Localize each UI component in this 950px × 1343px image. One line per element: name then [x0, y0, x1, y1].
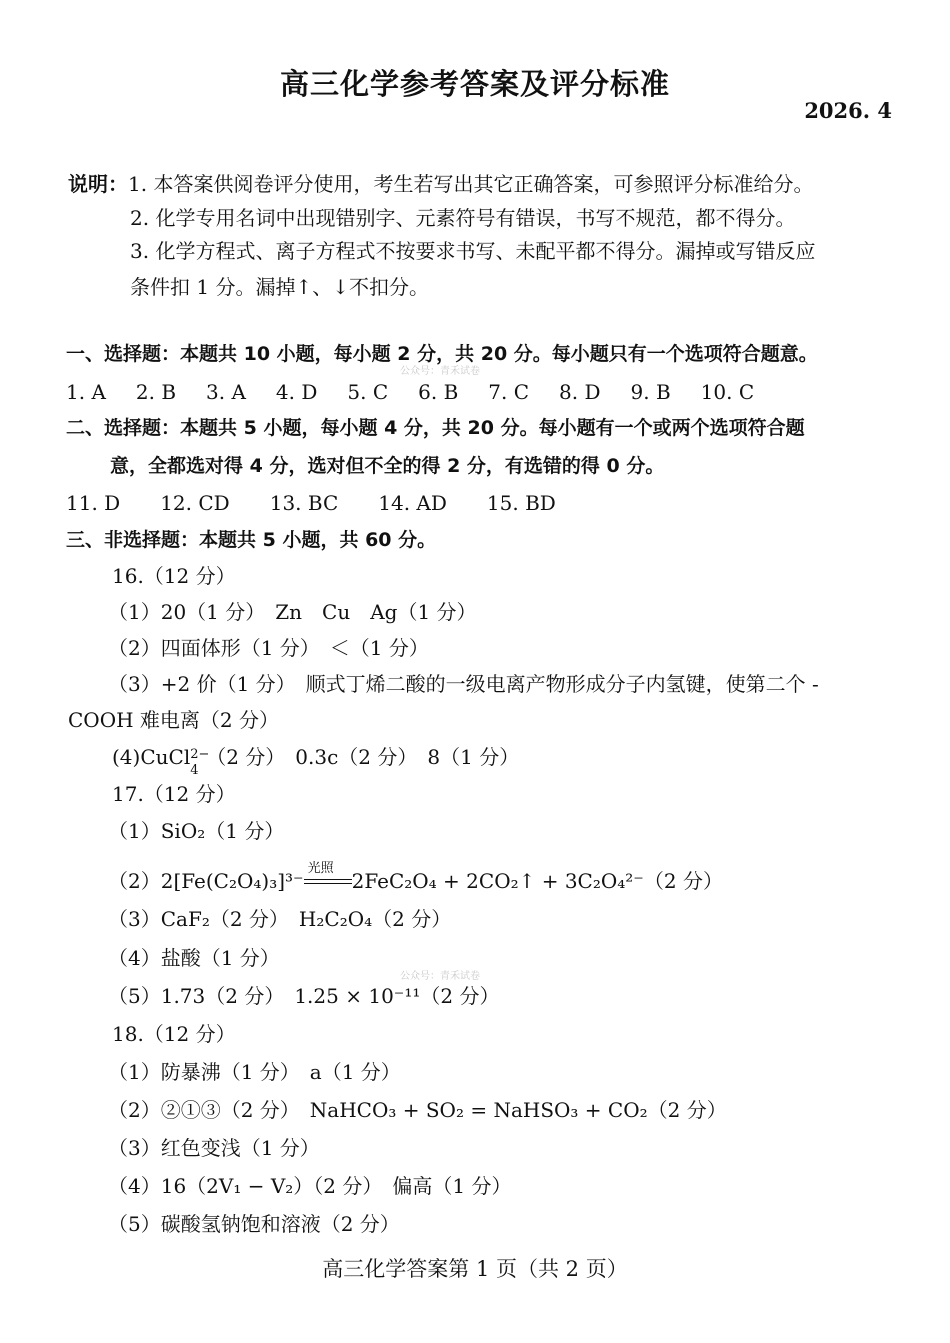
answer-item: 14. AD: [378, 491, 447, 515]
answer-item: 3. A: [206, 380, 246, 404]
note-2: 2. 化学专用名词中出现错别字、元素符号有错误，书写不规范，都不得分。: [130, 206, 796, 230]
q16-head: 16.（12 分）: [112, 564, 236, 588]
answer-item: 11. D: [66, 491, 121, 515]
answer-item: 10. C: [700, 380, 755, 404]
answer-item: 8. D: [559, 380, 601, 404]
q18-part2: （2）②①③（2 分） NaHCO₃ + SO₂ = NaHSO₃ + CO₂（2 分）: [108, 1098, 727, 1122]
q18-part1: （1）防暴沸（1 分） a（1 分）: [108, 1060, 401, 1084]
answer-item: 9. B: [630, 380, 671, 404]
section2-answers: [66, 489, 596, 517]
q17-reactant: （2）2[Fe(C₂O₄)₃]³⁻: [108, 869, 304, 893]
section2-heading-b: 意，全都选对得 4 分，选对但不全的得 2 分，有选错的得 0 分。: [110, 455, 665, 477]
answer-item: 4. D: [275, 380, 318, 404]
answer-item: 1. A: [66, 380, 106, 404]
page-footer: 高三化学答案第 1 页（共 2 页）: [322, 1257, 628, 1281]
q16-part4-rest: （2 分） 0.3c（2 分） 8（1 分）: [206, 745, 520, 769]
note-1-text: 1. 本答案供阅卷评分使用，考生若写出其它正确答案，可参照评分标准给分。: [128, 172, 814, 196]
note-3b: 条件扣 1 分。漏掉↑、↓不扣分。: [130, 275, 429, 299]
q18-part4: （4）16（2V₁ − V₂）（2 分） 偏高（1 分）: [108, 1174, 512, 1198]
q18-head: 18.（12 分）: [112, 1022, 236, 1046]
note-3a: 3. 化学方程式、离子方程式不按要求书写、未配平都不得分。漏掉或写错反应: [130, 239, 816, 263]
section1-heading: 一、选择题：本题共 10 小题，每小题 2 分，共 20 分。每小题只有一个选项符合题意。: [66, 343, 818, 365]
q16-part1: （1）20（1 分） Zn Cu Ag（1 分）: [108, 600, 477, 624]
answer-item: 6. B: [418, 380, 459, 404]
q16-part4: [112, 743, 520, 778]
q16-part2: （2）四面体形（1 分） ＜（1 分）: [108, 636, 429, 660]
q18-part3: （3）红色变浅（1 分）: [108, 1136, 320, 1160]
q16-part3a: （3）+2 价（1 分） 顺式丁烯二酸的一级电离产物形成分子内氢键，使第二个 -: [108, 672, 819, 696]
q17-part2: [108, 860, 723, 895]
answer-item: 2. B: [135, 380, 177, 404]
notes-label: 说明：: [68, 172, 128, 196]
reaction-condition: 光照: [307, 860, 334, 876]
count-subscript: 4: [190, 762, 199, 778]
watermark: 公众号：青禾试卷: [400, 971, 480, 982]
q17-head: 17.（12 分）: [112, 782, 236, 806]
answer-item: 15. BD: [486, 491, 556, 515]
charge-superscript: 2−: [190, 746, 210, 762]
section2-heading-a: 二、选择题：本题共 5 小题，每小题 4 分，共 20 分。每小题有一个或两个选项符合题: [66, 417, 805, 439]
exam-date: 2026. 4: [804, 98, 892, 123]
q17-part4: （4）盐酸（1 分）: [108, 946, 280, 970]
q17-part3: （3）CaF₂（2 分） H₂C₂O₄（2 分）: [108, 907, 452, 931]
watermark: 公众号：青禾试卷: [400, 366, 480, 377]
q17-part1: （1）SiO₂（1 分）: [108, 819, 285, 843]
answer-item: 7. C: [488, 380, 530, 404]
reaction-arrow: [304, 860, 352, 895]
q16-part3b: COOH 难电离（2 分）: [68, 708, 279, 732]
answer-item: 5. C: [347, 380, 389, 404]
section3-heading: 三、非选择题：本题共 5 小题，共 60 分。: [66, 529, 437, 551]
answer-item: 13. BC: [269, 491, 339, 515]
answer-item: 12. CD: [160, 491, 230, 515]
section1-answers: [66, 378, 784, 406]
q17-products: 2FeC₂O₄ + 2CO₂↑ + 3C₂O₄²⁻（2 分）: [351, 869, 723, 893]
page-title: 高三化学参考答案及评分标准: [279, 67, 670, 101]
q18-part5: （5）碳酸氢钠饱和溶液（2 分）: [108, 1212, 400, 1236]
note-1: [68, 170, 813, 198]
q16-part4-formula: (4)CuCl: [112, 745, 191, 769]
q17-part5: （5）1.73（2 分） 1.25 × 10⁻¹¹（2 分）: [108, 984, 500, 1008]
